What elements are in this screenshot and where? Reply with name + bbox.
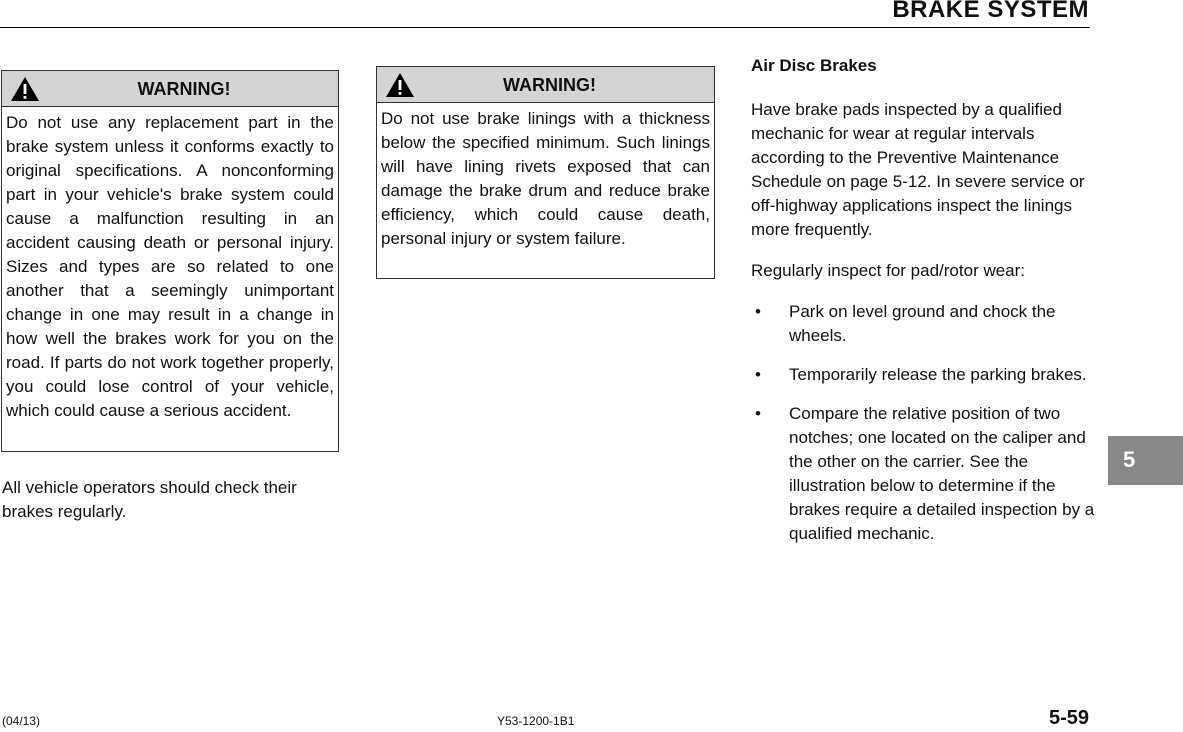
footer-doc-code: Y53-1200-1B1: [497, 714, 575, 728]
inspection-paragraph: Have brake pads inspected by a qualified mechanic for wear at regular intervals according to the Preventive Maintenance Schedule on page 5-12. In severe service or off-highway applications inspect the linings more frequently.: [751, 100, 1085, 239]
footer-date: (04/13): [2, 714, 41, 728]
bullet-icon: •: [755, 365, 761, 384]
bullet-icon: •: [755, 404, 761, 423]
section-heading: Air Disc Brakes: [751, 56, 877, 75]
page-number: 5-59: [1048, 707, 1089, 729]
warning-label: WARNING!: [137, 79, 231, 99]
page-header-title: BRAKE SYSTEM: [892, 0, 1089, 23]
list-item-text: Compare the relative position of two notches; one located on the caliper and the other on the carrier. See the illustration below to determine if the brakes require a detailed inspection by a qualified mechanic.: [789, 404, 1095, 543]
section-tab: [1108, 436, 1183, 485]
list-item-text: Park on level ground and chock the wheels.: [789, 302, 1056, 345]
warning-box-replacement-parts: [1, 70, 339, 452]
list-item: [751, 402, 1096, 546]
section-number: 5: [1123, 447, 1136, 472]
list-item: [751, 363, 1096, 387]
header-rule: [0, 27, 1090, 28]
warning-text: Do not use brake linings with a thickness below the specified minimum. Such linings will have lining rivets exposed that can damage the brake drum and reduce brake efficiency, which could cause death, personal injury or system failure.: [381, 109, 710, 248]
warning-label: WARNING!: [503, 75, 596, 95]
warning-text: Do not use any replacement part in the brake system unless it conforms exactly to original specifications. A nonconforming part in your vehicle's brake system could cause a malfunction resulting in an accident causing death or personal injury. Sizes and types are so related to one another that a seemingly unimportant change in one may result in a change in how well the brakes work for you on the road. If parts do not work together properly, you could lose control of your vehicle, which could cause a serious accident.: [6, 113, 334, 420]
inspection-steps-list: [751, 300, 1096, 546]
operators-note: All vehicle operators should check their brakes regularly.: [2, 478, 297, 521]
warning-box-lining-thickness: [376, 66, 715, 279]
warning-header: [2, 71, 338, 107]
list-item: [751, 300, 1096, 348]
warning-header: [377, 67, 714, 103]
list-item-text: Temporarily release the parking brakes.: [789, 365, 1087, 384]
bullet-icon: •: [755, 302, 761, 321]
wear-intro-paragraph: Regularly inspect for pad/rotor wear:: [751, 261, 1026, 280]
air-disc-brakes-section: [751, 54, 1096, 561]
